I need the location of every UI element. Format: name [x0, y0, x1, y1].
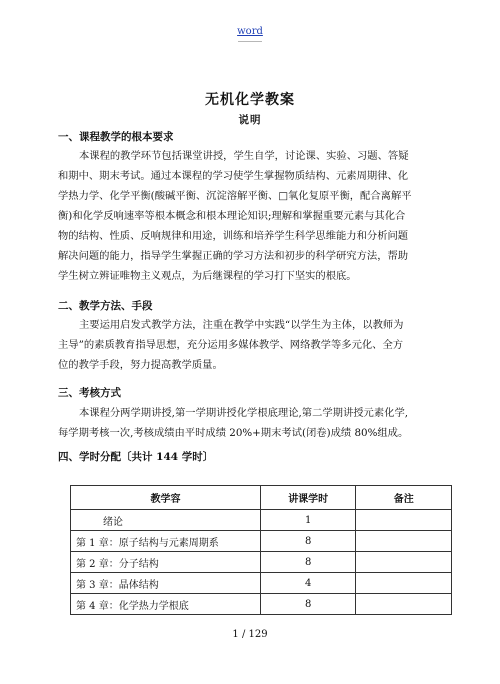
table-header-hours: 讲课学时 [260, 486, 356, 510]
document-subtitle: 说明 [238, 114, 262, 126]
paragraph-line: 主要运用启发式教学方法，注重在教学中实践“以学生为主体，以教师为 [79, 319, 404, 331]
paragraph-line: 位的教学手段，努力提高教学质量。 [58, 359, 223, 371]
section-heading-requirements: 一、课程教学的根本要求 [58, 131, 174, 143]
paragraph-line: 解决问题的能力，指导学生掌握正确的学习方法和初步的科学研究方法，帮助 [58, 250, 409, 262]
page-number: 1 / 129 [232, 629, 268, 640]
table-row [71, 552, 452, 573]
section-body-assessment [58, 403, 442, 443]
document-title: 无机化学教案 [205, 92, 295, 108]
section-body-requirements [58, 146, 442, 286]
table-row [71, 594, 452, 615]
table-row [71, 531, 452, 552]
table-cell-hours: 8 [260, 594, 356, 615]
table-header-content: 教学容 [71, 486, 261, 510]
paragraph-line: 物的结构、性质、反响规律和用途，训练和培养学生科学思维能力和分析问题 [58, 230, 409, 242]
table-cell-content: 第 4 章：化学热力学根底 [71, 594, 261, 615]
table-cell-content: 绪论 [71, 510, 261, 531]
section-heading-methods: 二、教学方法、手段 [58, 300, 153, 312]
table-row [71, 510, 452, 531]
paragraph-line: 主导”的素质教育指导思想，充分运用多媒体教学、网络教学等多元化、全方 [58, 339, 404, 351]
section-body-methods [58, 315, 442, 375]
paragraph-line: 学热力学、化学平衡(酸碱平衡、沉淀溶解平衡、□氧化复原平衡，配合离解平 [58, 190, 412, 202]
table-cell-hours: 8 [260, 552, 356, 573]
table-header-note: 备注 [356, 486, 452, 510]
paragraph-line: 学生树立辨证唯物主义观点，为后继课程的学习打下坚实的根底。 [58, 270, 357, 282]
table-cell-note [356, 573, 452, 594]
header-divider [238, 41, 262, 42]
section-heading-hours: 四、学时分配〔共计 144 学时〕 [58, 451, 214, 463]
paragraph-line: 衡)和化学反响速率等根本概念和根本理论知识;理解和掌握重要元素与其化合 [58, 210, 406, 222]
table-cell-hours: 8 [260, 531, 356, 552]
table-cell-hours: 1 [260, 510, 356, 531]
table-row [71, 573, 452, 594]
table-cell-content: 第 1 章：原子结构与元素周期系 [71, 531, 261, 552]
table-cell-note [356, 552, 452, 573]
table-cell-note [356, 510, 452, 531]
section-heading-assessment: 三、考核方式 [58, 387, 121, 399]
table-cell-hours: 4 [260, 573, 356, 594]
table-cell-note [356, 594, 452, 615]
header-word-link[interactable]: word [237, 26, 263, 37]
paragraph-line: 本课程分两学期讲授,第一学期讲授化学根底理论,第二学期讲授元素化学, [79, 407, 409, 419]
table-header-row [71, 486, 452, 510]
table-cell-note [356, 531, 452, 552]
table-cell-content: 第 2 章：分子结构 [71, 552, 261, 573]
paragraph-line: 每学期考核一次,考核成绩由平时成绩 20%+期末考试(闭卷)成绩 80%组成。 [58, 427, 409, 439]
paragraph-line: 本课程的教学环节包括课堂讲授，学生自学，讨论课、实验、习题、答疑 [79, 150, 409, 162]
hours-table [70, 485, 452, 615]
table-cell-content: 第 3 章：晶体结构 [71, 573, 261, 594]
paragraph-line: 和期中、期末考试。通过本课程的学习使学生掌握物质结构、元素周期律、化 [58, 170, 409, 182]
